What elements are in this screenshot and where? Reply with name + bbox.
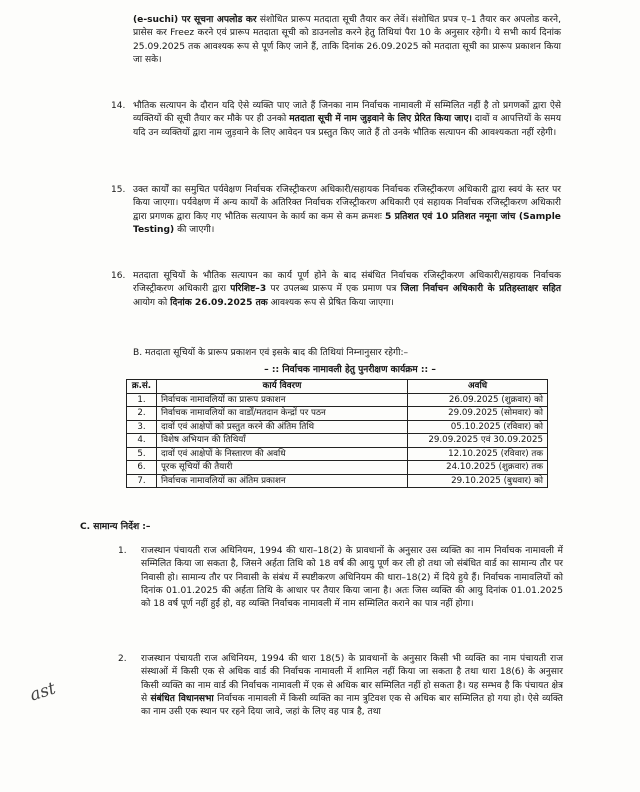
- table-row: [127, 420, 548, 434]
- table-row: [127, 407, 548, 421]
- row-sno: 1.: [127, 393, 157, 407]
- para-14-text-a: भौतिक सत्यापन के दौरान यदि ऐसे व्यक्ति पाए जाते हैं जिनका नाम निर्वाचक नामावली में सम्मिलित नहीं है तो प्रगणकों द्वारा ऐसे व्यक्तियों की सूची तैयार कर मौके पर ही उनको: [133, 101, 561, 125]
- row-period: 12.10.2025 (रविवार) तक: [408, 447, 548, 461]
- section-b-heading: B. मतदाता सूचियों के प्रारूप प्रकाशन एवं इसके बाद की तिथियां निम्नानुसार रहेगी:–: [133, 348, 409, 358]
- table-row: [127, 393, 548, 407]
- row-period: 29.10.2025 (बुधवार) को: [408, 474, 548, 488]
- section-c-heading: C. सामान्य निर्देश :–: [80, 522, 151, 532]
- para-16-text-c: पर उपलब्ध प्रारूप में एक प्रमाण पत्र: [266, 284, 401, 295]
- para-16-number: 16.: [111, 271, 126, 281]
- row-work: निर्वाचक नामावलियों का प्रारूप प्रकाशन: [156, 393, 407, 407]
- row-sno: 3.: [127, 420, 157, 434]
- handwritten-margin-note: ast: [27, 678, 59, 706]
- item-2-bold: संबंधित विधानसभा: [150, 693, 214, 704]
- row-sno: 6.: [127, 461, 157, 475]
- row-period: 29.09.2025 एवं 30.09.2025: [408, 434, 548, 448]
- table-header-row: [127, 380, 548, 394]
- row-work: निर्वाचक नामावलियों का वार्डों/मतदान केन्द्रों पर पठन: [156, 407, 407, 421]
- row-sno: 7.: [127, 474, 157, 488]
- section-c-item-2: [141, 653, 563, 719]
- para-16-appendix: परिशिष्ट–3: [230, 284, 267, 295]
- para-16-text-g: आवश्यक रूप से प्रेषित किया जाएगा।: [267, 297, 394, 308]
- row-work: विशेष अभियान की तिथियाँ: [156, 434, 407, 448]
- row-period: 05.10.2025 (रविवार) को: [408, 420, 548, 434]
- para-16-text-e: आयोग को: [133, 297, 171, 308]
- row-period: 24.10.2025 (शुक्रवार) तक: [408, 461, 548, 475]
- table-row: [127, 434, 548, 448]
- para-15-bold: 5 प्रतिशत एवं 10 प्रतिशत नमूना जांच (Sample Testing): [133, 211, 561, 235]
- row-work: दावों एवं आक्षेपों को प्रस्तुत करने की अंतिम तिथि: [156, 420, 407, 434]
- para-14-text-c: दावों व आपत्तियों के समय यदि उन व्यक्तियों द्वारा नाम जुड़वाने के लिए आवेदन पत्र प्रस्तुत किए जाते हैं तो उनके भौतिक सत्यापन की आवश्यकता नहीं रहेगी।: [133, 114, 561, 138]
- para-16-date: दिनांक 26.09.2025 तक: [170, 297, 268, 308]
- table-row: [127, 474, 548, 488]
- header-work: कार्य विवरण: [156, 380, 407, 394]
- row-sno: 2.: [127, 407, 157, 421]
- header-period: अवधि: [408, 380, 548, 394]
- row-work: पूरक सूचियों की तैयारी: [156, 461, 407, 475]
- row-period: 26.09.2025 (शुक्रवार) को: [408, 393, 548, 407]
- row-period: 29.09.2025 (सोमवार) को: [408, 407, 548, 421]
- section-c-item-2-number: 2.: [118, 654, 127, 664]
- row-sno: 5.: [127, 447, 157, 461]
- para-16: [133, 270, 561, 310]
- para-15-number: 15.: [111, 185, 126, 195]
- header-sno: क्र.सं.: [127, 380, 157, 394]
- para-14: [133, 100, 561, 140]
- section-c-item-1-number: 1.: [118, 546, 127, 556]
- para-16-text-a: मतदाता सूचियों के भौतिक सत्यापन का कार्य पूर्ण होने के बाद संबंधित निर्वाचक रजिस्ट्रीकरण अधिकारी/सहायक निर्वाचक रजिस्ट्रीकरण अधिकारी द्वारा: [133, 271, 561, 295]
- para-13-bold-text: (e-suchi) पर सूचना अपलोड कर: [133, 15, 257, 25]
- item-2-text-c: निर्वाचक नामावली में किसी व्यक्ति का नाम त्रुटिवश एक से अधिक बार सम्मिलित हो गया हो। ऐसे व्यक्ति का नाम उसी एक स्थान पर रहने दिया जावे, जहां के लिए वह पात्र है, तथा: [141, 693, 563, 718]
- para-15-text-a: उक्त कार्यों का समुचित पर्यवेक्षण निर्वाचक रजिस्ट्रीकरण अधिकारी/सहायक निर्वाचक रजिस्ट्रीकरण अधिकारी द्वारा स्वयं के स्तर पर किया जाएगा। पर्यवेक्षण में अन्य कार्यों के अतिरिक्त निर्वाचक रजिस्ट्रीकरण अधिकारी एवं सहायक निर्वाचक रजिस्ट्रीकरण अधिकारी द्वारा प्रगणक द्वारा किए गए भौतिक सत्यापन के कार्य का कम से कम क्रमशः: [133, 185, 561, 222]
- para-13-continuation: [133, 14, 561, 67]
- para-14-number: 14.: [111, 101, 126, 111]
- item-2-text-a: राजस्थान पंचायती राज अधिनियम, 1994 की धारा 18(5) के प्रावधानों के अनुसार किसी भी व्यक्ति का नाम पंचायती राज संस्थाओं में किसी एक से अधिक वार्ड की निर्वाचक नामावली में शामिल नहीं किया जा सकता है तथा धारा 18(6) के अनुसार किसी व्यक्ति का नाम वार्ड की निर्वाचक नामावली में एक से अधिक बार सम्मिलित नहीं हो सकता है। यह सम्भव है कि पंचायत क्षेत्र से: [141, 654, 563, 704]
- schedule-title: – :: निर्वाचक नामावली हेतु पुनरीक्षण कार्यक्रम :: –: [264, 365, 436, 375]
- para-15: [133, 184, 561, 237]
- para-13-text: संशोधित प्रारूप मतदाता सूची तैयार कर लेवें। संशोधित प्रपत्र ए–1 तैयार कर अपलोड करने, प्रासेस कर Freez करने एवं प्रारूप मतदाता सूची को डाउनलोड करने हेतु तिथियां पैरा 10 के अनुसार रहेगी। ये सभी कार्य दिनांक 25.09.2025 तक आवश्यक रूप से पूर्ण किए जाने हैं, ताकि दिनांक 26.09.2025 को मतदाता सूची का प्रारूप प्रकाशन किया जा सके।: [133, 15, 561, 65]
- row-work: दावों एवं आक्षेपों के निस्तारण की अवधि: [156, 447, 407, 461]
- revision-schedule-table: [126, 379, 548, 488]
- row-work: निर्वाचक नामावलियों का अंतिम प्रकाशन: [156, 474, 407, 488]
- para-15-text-c: की जाएगी।: [174, 224, 215, 235]
- para-14-bold: मतदाता सूची में नाम जुड़वाने के लिए प्रेरित किया जाए।: [289, 114, 472, 125]
- section-c-item-1: राजस्थान पंचायती राज अधिनियम, 1994 की धारा–18(2) के प्रावधानों के अनुसार उस व्यक्ति का नाम निर्वाचक नामावली में सम्मिलित किया जा सकता है, जिसने अर्हता तिथि को 18 वर्ष की आयु पूर्ण कर ली हो तथा जो संबंधित वार्ड का सामान्य तौर पर निवासी हो। सामान्य तौर पर निवासी के संबंध में स्पष्टीकरण अधिनियम की धारा–18(2) में दिये हुये हैं। निर्वाचक नामावलियों को दिनांक 01.01.2025 की अर्हता तिथि के आधार पर तैयार किया जाना है। अतः जिस व्यक्ति की आयु दिनांक 01.01.2025 को 18 वर्ष पूर्ण नहीं हुई हो, वह व्यक्ति निर्वाचक नामावली में नाम सम्मिलित कराने का पात्र नहीं होगा।: [141, 546, 563, 610]
- row-sno: 4.: [127, 434, 157, 448]
- table-row: [127, 447, 548, 461]
- table-row: [127, 461, 548, 475]
- para-16-bold-d: जिला निर्वाचन अधिकारी के प्रतिहस्ताक्षर सहित: [400, 284, 561, 295]
